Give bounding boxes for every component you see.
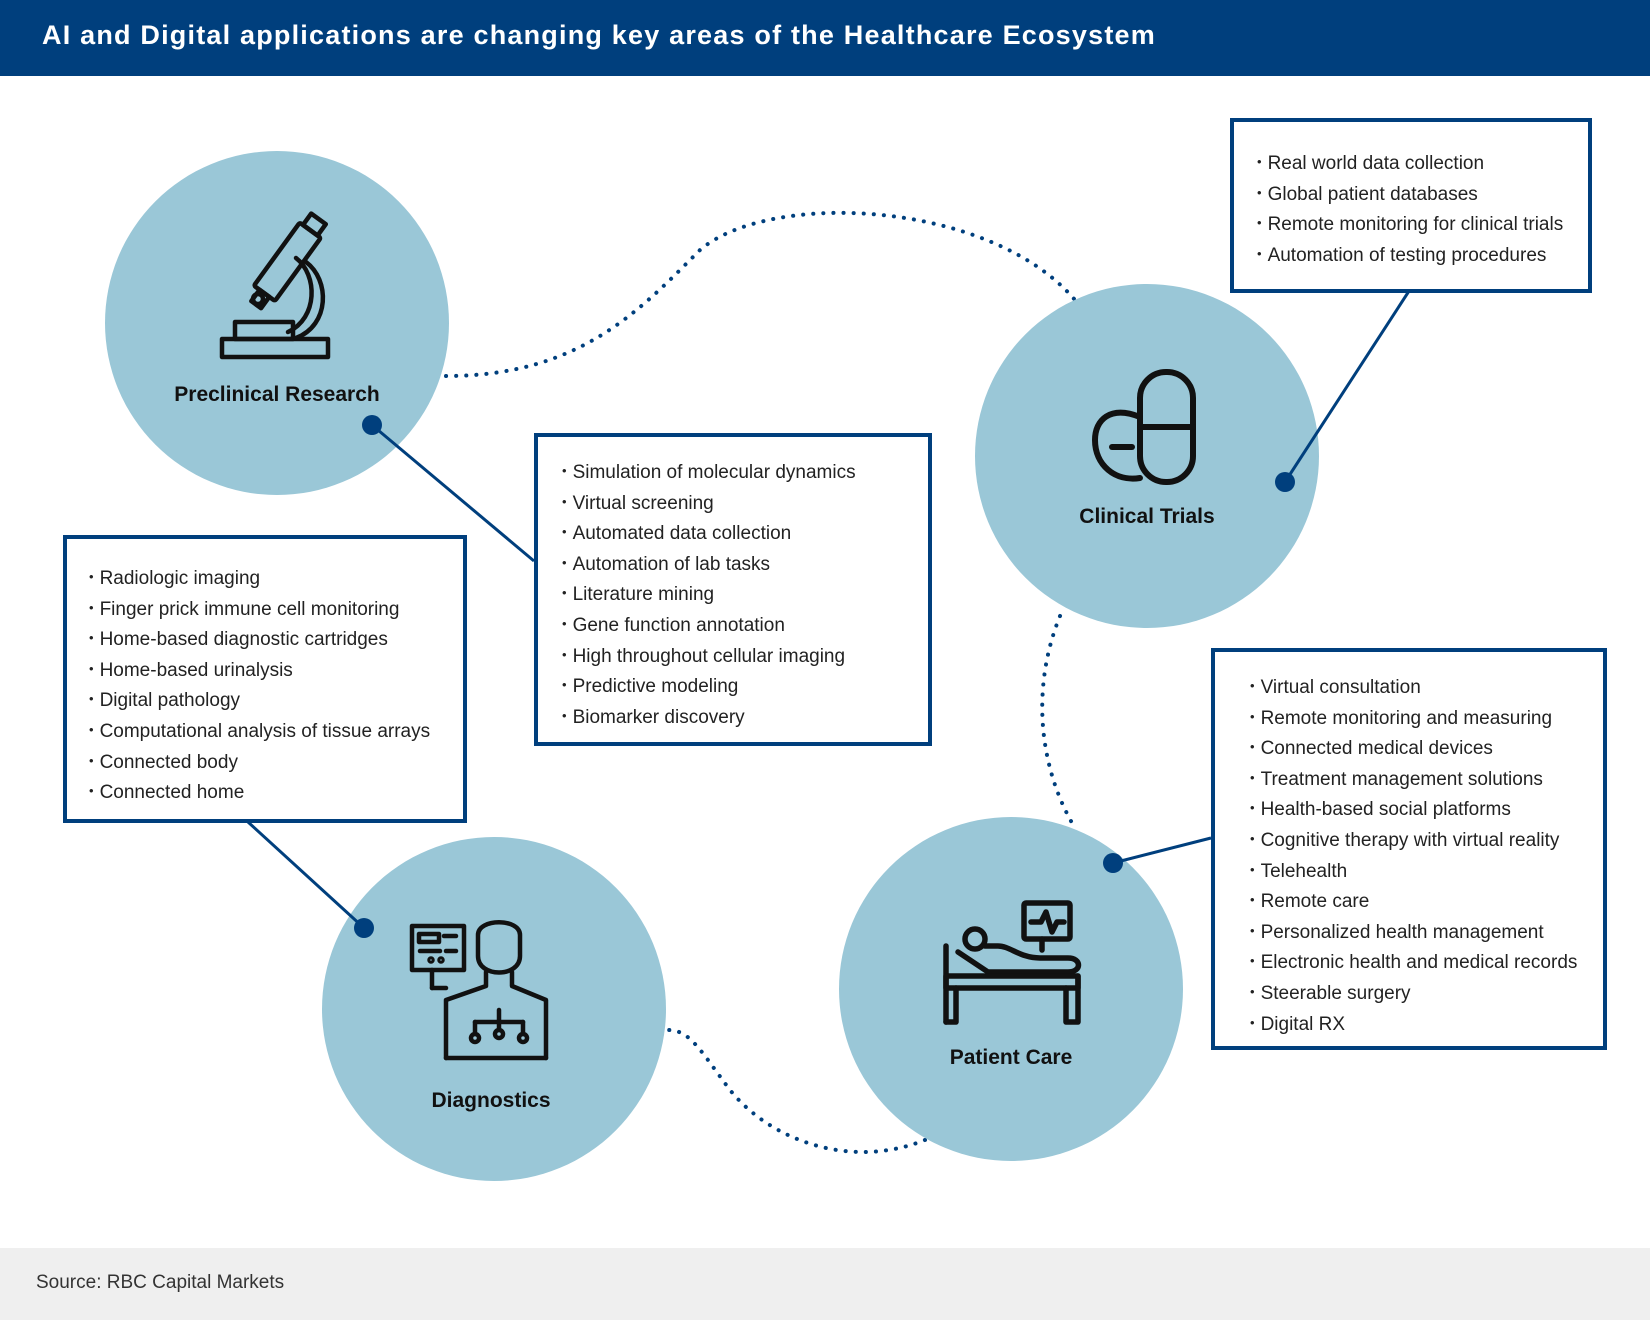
list-item: • Treatment management solutions bbox=[1250, 765, 1603, 796]
list-item: • Virtual consultation bbox=[1250, 673, 1603, 704]
source-note: Source: RBC Capital Markets bbox=[36, 1272, 285, 1293]
patientcare-list bbox=[1250, 673, 1603, 1040]
list-item: • Automated data collection bbox=[562, 519, 928, 550]
diagnostics-label: Diagnostics bbox=[431, 1089, 551, 1112]
list-item: • Real world data collection bbox=[1257, 149, 1588, 180]
list-item: • Connected home bbox=[89, 778, 463, 809]
list-item: • Finger prick immune cell monitoring bbox=[89, 595, 463, 626]
list-item: • Cognitive therapy with virtual reality bbox=[1250, 826, 1603, 857]
list-item: • Remote monitoring for clinical trials bbox=[1257, 210, 1588, 241]
list-item: • Radiologic imaging bbox=[89, 564, 463, 595]
list-item: • Biomarker discovery bbox=[562, 703, 928, 734]
footer-bar bbox=[0, 1248, 1650, 1320]
preclinical-dot bbox=[362, 415, 382, 435]
list-item: • Virtual screening bbox=[562, 489, 928, 520]
patientcare-box bbox=[1211, 648, 1607, 1050]
diagnostics-circle bbox=[322, 837, 666, 1181]
clinical-box bbox=[1230, 118, 1592, 293]
diagnostics-dot bbox=[354, 918, 374, 938]
preclinical-label: Preclinical Research bbox=[174, 383, 380, 406]
clinical-list bbox=[1257, 149, 1588, 271]
list-item: • Digital RX bbox=[1250, 1010, 1603, 1041]
list-item: • Simulation of molecular dynamics bbox=[562, 458, 928, 489]
diagnostics-list bbox=[89, 564, 463, 809]
list-item: • Connected medical devices bbox=[1250, 734, 1603, 765]
diagnostics-box bbox=[63, 535, 467, 823]
list-item: • Home-based diagnostic cartridges bbox=[89, 625, 463, 656]
connector-clinical-patientcare bbox=[1042, 616, 1075, 828]
list-item: • Global patient databases bbox=[1257, 180, 1588, 211]
preclinical-box bbox=[534, 433, 932, 746]
list-item: • Remote monitoring and measuring bbox=[1250, 704, 1603, 735]
clinical-circle bbox=[975, 284, 1319, 628]
clinical-label: Clinical Trials bbox=[1079, 505, 1215, 528]
leader-diagnostics bbox=[248, 822, 364, 928]
list-item: • High throughout cellular imaging bbox=[562, 642, 928, 673]
page-title: AI and Digital applications are changing key areas of the Healthcare Ecosystem bbox=[42, 20, 1156, 50]
list-item: • Personalized health management bbox=[1250, 918, 1603, 949]
list-item: • Digital pathology bbox=[89, 686, 463, 717]
list-item: • Remote care bbox=[1250, 887, 1603, 918]
preclinical-list bbox=[562, 458, 928, 733]
list-item: • Health-based social platforms bbox=[1250, 795, 1603, 826]
leader-patientcare bbox=[1113, 838, 1211, 863]
list-item: • Literature mining bbox=[562, 580, 928, 611]
list-item: • Predictive modeling bbox=[562, 672, 928, 703]
clinical-dot bbox=[1275, 472, 1295, 492]
list-item: • Automation of lab tasks bbox=[562, 550, 928, 581]
patientcare-label: Patient Care bbox=[949, 1046, 1073, 1069]
connector-preclinical-clinical bbox=[446, 213, 1075, 376]
list-item: • Computational analysis of tissue arrays bbox=[89, 717, 463, 748]
list-item: • Electronic health and medical records bbox=[1250, 948, 1603, 979]
list-item: • Home-based urinalysis bbox=[89, 656, 463, 687]
list-item: • Connected body bbox=[89, 748, 463, 779]
list-item: • Steerable surgery bbox=[1250, 979, 1603, 1010]
list-item: • Automation of testing procedures bbox=[1257, 241, 1588, 272]
patientcare-dot bbox=[1103, 853, 1123, 873]
list-item: • Telehealth bbox=[1250, 857, 1603, 888]
list-item: • Gene function annotation bbox=[562, 611, 928, 642]
